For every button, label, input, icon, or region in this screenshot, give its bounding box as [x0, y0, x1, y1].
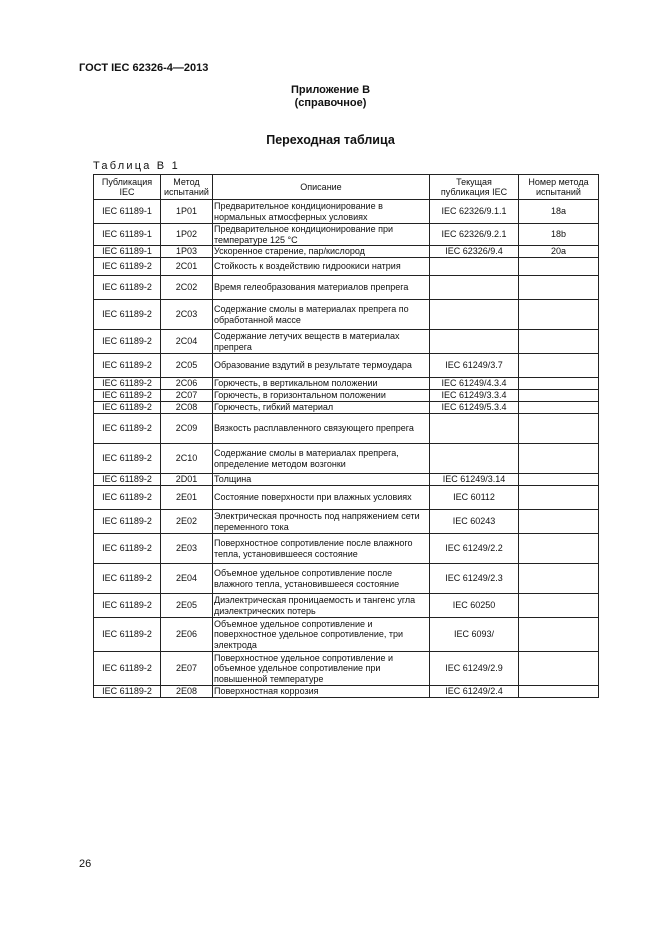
cell-method-number: [519, 564, 599, 594]
cell-method: 1P02: [161, 224, 213, 246]
table-row: [94, 652, 599, 686]
table-row: [94, 594, 599, 618]
cell-description: Образование вздутий в результате термоудара: [213, 354, 430, 378]
table-row: [94, 330, 599, 354]
cell-publication: IEC 61189-2: [94, 330, 161, 354]
cell-description: Поверхностное удельное сопротивление и объемное удельное сопротивление при повышенной температуре: [213, 652, 430, 686]
cell-description: Предварительное кондиционирование при температуре 125 °C: [213, 224, 430, 246]
cell-method-number: [519, 652, 599, 686]
table-row: [94, 200, 599, 224]
cell-current-publication: IEC 62326/9.1.1: [430, 200, 519, 224]
cell-description: Горючесть, гибкий материал: [213, 402, 430, 414]
cell-publication: IEC 61189-2: [94, 276, 161, 300]
cell-description: Поверхностная коррозия: [213, 686, 430, 698]
cell-method: 2C07: [161, 390, 213, 402]
cell-method-number: [519, 686, 599, 698]
cell-method-number: [519, 354, 599, 378]
cell-method-number: [519, 258, 599, 276]
cell-publication: IEC 61189-1: [94, 200, 161, 224]
table-row: [94, 510, 599, 534]
cell-publication: IEC 61189-2: [94, 300, 161, 330]
column-header-method: Метод испытаний: [161, 175, 213, 200]
cell-current-publication: [430, 414, 519, 444]
cell-method: 2C04: [161, 330, 213, 354]
cell-description: Электрическая прочность под напряжением сети переменного тока: [213, 510, 430, 534]
cell-method: 2C05: [161, 354, 213, 378]
cell-publication: IEC 61189-2: [94, 258, 161, 276]
cell-method: 1P01: [161, 200, 213, 224]
table-row: [94, 486, 599, 510]
cell-method: 2C09: [161, 414, 213, 444]
cell-publication: IEC 61189-2: [94, 414, 161, 444]
cell-publication: IEC 61189-2: [94, 652, 161, 686]
cell-description: Состояние поверхности при влажных условиях: [213, 486, 430, 510]
table-row: [94, 390, 599, 402]
cell-description: Объемное удельное сопротивление и поверхностное удельное сопротивление, три электрода: [213, 618, 430, 652]
cell-description: Вязкость расплавленного связующего препрега: [213, 414, 430, 444]
cell-current-publication: IEC 62326/9.4: [430, 246, 519, 258]
cell-current-publication: IEC 61249/2.4: [430, 686, 519, 698]
cell-description: Объемное удельное сопротивление после влажного тепла, установившееся состояние: [213, 564, 430, 594]
cell-description: Содержание смолы в материалах препрега по обработанной массе: [213, 300, 430, 330]
cell-method: 2C03: [161, 300, 213, 330]
cell-current-publication: IEC 60112: [430, 486, 519, 510]
cell-method-number: [519, 330, 599, 354]
cell-method-number: [519, 444, 599, 474]
document-code: ГОСТ IEC 62326-4—2013: [79, 62, 209, 74]
cell-method-number: [519, 474, 599, 486]
cell-method: 2C01: [161, 258, 213, 276]
table-row: [94, 378, 599, 390]
cell-publication: IEC 61189-2: [94, 564, 161, 594]
cell-publication: IEC 61189-1: [94, 246, 161, 258]
cell-description: Горючесть, в вертикальном положении: [213, 378, 430, 390]
table-row: [94, 402, 599, 414]
cell-current-publication: IEC 61249/2.9: [430, 652, 519, 686]
cell-method-number: 20a: [519, 246, 599, 258]
cell-current-publication: IEC 60243: [430, 510, 519, 534]
cell-method-number: 18b: [519, 224, 599, 246]
cell-method-number: [519, 486, 599, 510]
table-row: [94, 354, 599, 378]
cell-method: 1P03: [161, 246, 213, 258]
cell-description: Ускоренное старение, пар/кислород: [213, 246, 430, 258]
cell-publication: IEC 61189-1: [94, 224, 161, 246]
cell-method-number: [519, 618, 599, 652]
cell-method-number: [519, 510, 599, 534]
cell-publication: IEC 61189-2: [94, 444, 161, 474]
cell-method: 2E02: [161, 510, 213, 534]
cell-method-number: 18a: [519, 200, 599, 224]
table-row: [94, 414, 599, 444]
cell-publication: IEC 61189-2: [94, 402, 161, 414]
cell-description: Содержание смолы в материалах препрега, определение методом возгонки: [213, 444, 430, 474]
table-row: [94, 564, 599, 594]
cell-current-publication: IEC 61249/5.3.4: [430, 402, 519, 414]
cell-method: 2E01: [161, 486, 213, 510]
cell-publication: IEC 61189-2: [94, 486, 161, 510]
cell-description: Поверхностное сопротивление после влажного тепла, установившееся состояние: [213, 534, 430, 564]
page-number: 26: [79, 858, 92, 870]
cell-description: Диэлектрическая проницаемость и тангенс угла диэлектрических потерь: [213, 594, 430, 618]
cell-description: Содержание летучих веществ в материалах препрега: [213, 330, 430, 354]
cell-current-publication: IEC 61249/2.2: [430, 534, 519, 564]
cell-current-publication: [430, 258, 519, 276]
cell-publication: IEC 61189-2: [94, 534, 161, 564]
cell-method: 2E03: [161, 534, 213, 564]
appendix-type: (справочное): [294, 97, 367, 109]
cell-method-number: [519, 390, 599, 402]
cell-current-publication: IEC 62326/9.2.1: [430, 224, 519, 246]
table-row: [94, 246, 599, 258]
cell-publication: IEC 61189-2: [94, 618, 161, 652]
cell-publication: IEC 61189-2: [94, 510, 161, 534]
column-header-method-number: Номер метода испытаний: [519, 175, 599, 200]
column-header-publication: Публикация IEC: [94, 175, 161, 200]
cell-method: 2E05: [161, 594, 213, 618]
table-row: [94, 474, 599, 486]
cell-description: Толщина: [213, 474, 430, 486]
cell-method: 2E04: [161, 564, 213, 594]
cell-current-publication: [430, 444, 519, 474]
cell-method: 2D01: [161, 474, 213, 486]
cell-current-publication: [430, 300, 519, 330]
table-row: [94, 444, 599, 474]
cell-publication: IEC 61189-2: [94, 686, 161, 698]
cell-method-number: [519, 594, 599, 618]
cell-method: 2E06: [161, 618, 213, 652]
cell-method: 2C02: [161, 276, 213, 300]
cell-current-publication: IEC 61249/3.14: [430, 474, 519, 486]
table-row: [94, 224, 599, 246]
cell-publication: IEC 61189-2: [94, 378, 161, 390]
column-header-current-publication: Текущая публикация IEC: [430, 175, 519, 200]
cell-method-number: [519, 414, 599, 444]
cell-method: 2E08: [161, 686, 213, 698]
cell-method: 2C08: [161, 402, 213, 414]
cell-description: Предварительное кондиционирование в нормальных атмосферных условиях: [213, 200, 430, 224]
cell-method-number: [519, 276, 599, 300]
cell-description: Горючесть, в горизонтальном положении: [213, 390, 430, 402]
table-row: [94, 534, 599, 564]
cell-publication: IEC 61189-2: [94, 594, 161, 618]
table-row: [94, 686, 599, 698]
cell-method-number: [519, 378, 599, 390]
table-body: [94, 200, 599, 698]
cell-current-publication: IEC 6093/: [430, 618, 519, 652]
cell-method: 2C06: [161, 378, 213, 390]
cell-current-publication: [430, 330, 519, 354]
column-header-description: Описание: [213, 175, 430, 200]
cell-method-number: [519, 402, 599, 414]
cell-publication: IEC 61189-2: [94, 390, 161, 402]
cell-method: 2C10: [161, 444, 213, 474]
table-row: [94, 300, 599, 330]
cell-current-publication: IEC 61249/2.3: [430, 564, 519, 594]
cell-description: Стойкость к воздействию гидроокиси натрия: [213, 258, 430, 276]
cell-current-publication: IEC 60250: [430, 594, 519, 618]
cell-current-publication: IEC 61249/4.3.4: [430, 378, 519, 390]
appendix-title: Приложение В: [290, 84, 371, 96]
table-label: Таблица В 1: [93, 160, 180, 172]
cell-method-number: [519, 300, 599, 330]
transition-table: [93, 174, 599, 698]
cell-method-number: [519, 534, 599, 564]
cell-current-publication: [430, 276, 519, 300]
table-row: [94, 618, 599, 652]
page-title: Переходная таблица: [266, 133, 395, 147]
cell-publication: IEC 61189-2: [94, 474, 161, 486]
cell-publication: IEC 61189-2: [94, 354, 161, 378]
cell-description: Время гелеобразования материалов препрега: [213, 276, 430, 300]
table-row: [94, 258, 599, 276]
cell-current-publication: IEC 61249/3.3.4: [430, 390, 519, 402]
cell-current-publication: IEC 61249/3.7: [430, 354, 519, 378]
table-row: [94, 276, 599, 300]
table-header-row: [94, 175, 599, 200]
cell-method: 2E07: [161, 652, 213, 686]
